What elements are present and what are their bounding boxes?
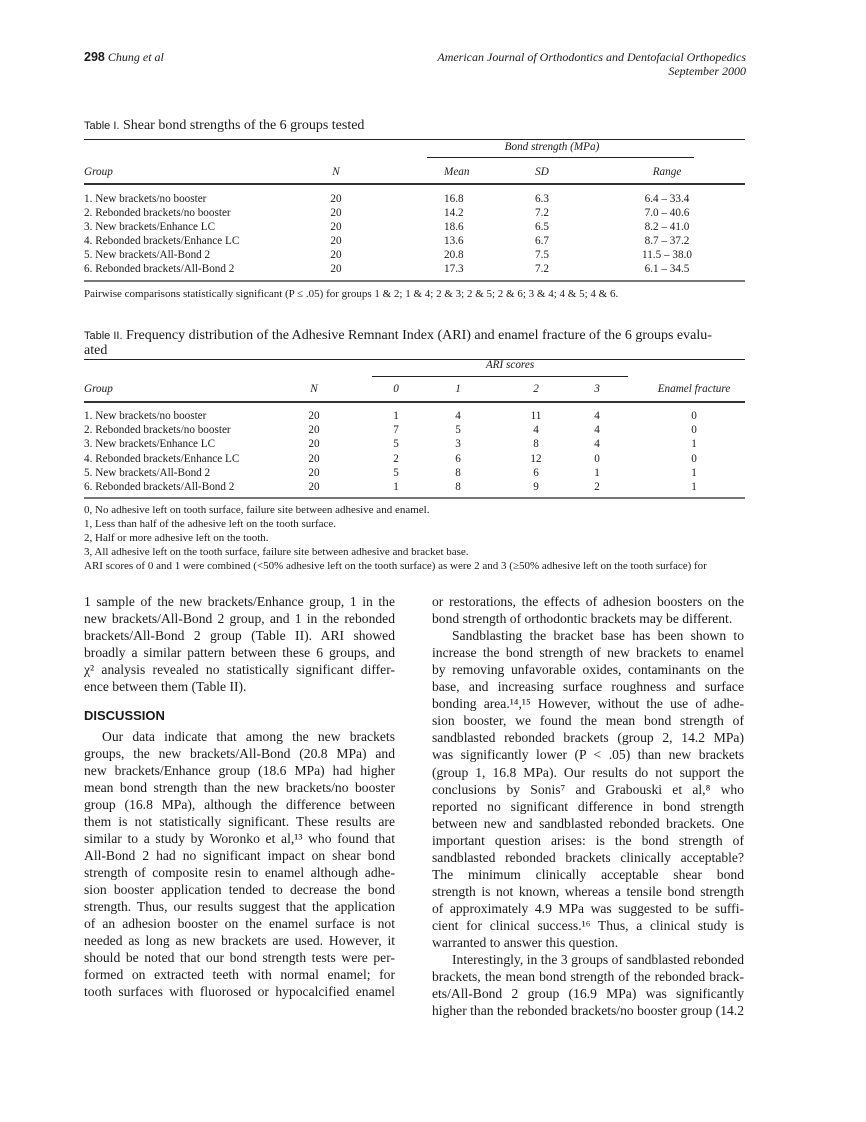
running-header-left [84, 50, 164, 64]
table2-spanner-rule [372, 376, 628, 377]
table1-note: Pairwise comparisons statistically significant (P ≤ .05) for groups 1 & 2; 1 & 4; 2 & 3; 2 & 5; 2 & 6; 3 & 4; 4 & 5; 4 & 6. [84, 288, 619, 300]
table2-cell: 2 [594, 481, 600, 493]
table2-footnote: 0, No adhesive left on tooth surface, failure site between adhesive and enamel. [84, 504, 430, 516]
running-header-journal: American Journal of Orthodontics and Dentofacial Orthopedics [437, 50, 746, 64]
table1-cell: 11.5 – 38.0 [642, 249, 692, 261]
table1-cell: 20 [330, 235, 342, 247]
table2-cell: 8 [455, 466, 461, 479]
body-line: cient for clinical success.¹⁶ Thus, a clinical study is [432, 917, 744, 933]
table1-col-header-sd: SD [535, 166, 549, 178]
table2-footnote: ARI scores of 0 and 1 were combined (<50% adhesive left on the tooth surface) as were 2 and 3 (≥50% adhesive left on the tooth surface) for [84, 560, 707, 572]
table1-spanner-rule [427, 157, 694, 158]
body-line: higher than the rebonded brackets/no booster group (14.2 [432, 1003, 744, 1019]
body-line: base, and increasing surface roughness and surface [432, 679, 744, 695]
body-line: or restorations, the effects of adhesion boosters on the [432, 594, 744, 609]
table2-cell: 5. New brackets/All-Bond 2 [84, 466, 211, 479]
body-line: sandblasted rebonded brackets clinically acceptable? [432, 849, 744, 865]
body-line: (group 1, 16.8 MPa). Our results do not support the [432, 764, 744, 780]
table2-cell: 1. New brackets/no booster [84, 410, 207, 422]
table1-cell: 20 [330, 249, 342, 261]
table2-col-header: Group [84, 383, 113, 395]
body-line: mean bond strength than the new brackets/no booster [84, 780, 395, 795]
table2-col-header: N [310, 383, 318, 395]
body-line: similar to a study by Woronko et al,¹³ who found that [84, 831, 395, 846]
body-line: sion booster application tended to decrease the bond [84, 882, 395, 897]
table2-cell: 4 [533, 424, 539, 437]
body-line: new brackets/All-Bond 2 group, and 1 in the rebonded [84, 611, 395, 626]
table1-col-header-mean: Mean [444, 166, 470, 178]
body-line: ets/All-Bond 2 group (16.9 MPa) was significantly [432, 986, 744, 1002]
table1-header-rule [84, 183, 745, 185]
table1-cell: 16.8 [444, 193, 464, 205]
table1-cell: 6.7 [535, 235, 549, 247]
table1-cell: 20 [330, 263, 342, 275]
table2-cell: 20 [308, 410, 320, 422]
body-line: brackets, the mean bond strength of the rebonded brack- [432, 969, 744, 985]
table2-cell: 3 [455, 438, 461, 451]
table1-cell: 4. Rebonded brackets/Enhance LC [84, 235, 240, 247]
table2-footnote: 3, All adhesive left on the tooth surface, failure site between adhesive and bracket base. [84, 546, 469, 558]
table1-cell: 7.0 – 40.6 [644, 207, 690, 219]
discussion-heading: DISCUSSION [84, 708, 165, 723]
body-line: by removing unfavorable oxides, contaminants on the [432, 662, 744, 678]
body-line: new brackets/Enhance group (18.6 MPa) had higher [84, 763, 395, 778]
table1-title: Shear bond strengths of the 6 groups tested [122, 118, 365, 133]
body-line: of an adhesion booster on the enamel surface is not [84, 916, 395, 931]
table1-col-header-range: Range [652, 166, 682, 178]
body-line: conclusions by Sonis⁷ and Grabouski et al,⁸ who [432, 781, 744, 797]
body-line: between new and sandblasted rebonded brackets. One [432, 815, 744, 831]
table2-col-header: 3 [594, 383, 600, 395]
table2-top-rule [84, 359, 745, 360]
table1-cell: 6.3 [535, 193, 549, 205]
body-line: increase the bond strength of new brackets to enamel [432, 645, 744, 661]
table1-cell: 7.2 [535, 207, 549, 219]
table2-spanner: ARI scores [485, 359, 535, 371]
body-line: was significantly lower (P < .05) than new brackets [432, 747, 744, 763]
body-line: Interestingly, in the 3 groups of sandblasted rebonded [452, 952, 744, 968]
table2-cell: 20 [308, 481, 320, 493]
table1-cell: 6.4 – 33.4 [644, 193, 690, 205]
body-line: sandblasted rebonded brackets (group 2, 14.2 MPa) [432, 730, 744, 746]
table2-cell: 6 [533, 466, 539, 479]
table2-cell: 1 [691, 481, 697, 493]
table1-cell: 1. New brackets/no booster [84, 193, 207, 205]
table2-cell: 6 [455, 452, 461, 465]
table2-footnote: 1, Less than half of the adhesive left on the tooth surface. [84, 518, 337, 530]
table1-cell: 18.6 [444, 221, 464, 233]
body-line: 1 sample of the new brackets/Enhance group, 1 in the [84, 594, 395, 609]
body-line: bond strength of orthodontic brackets may be different. [432, 611, 733, 627]
table2-cell: 12 [530, 452, 542, 465]
table1-cell: 20 [330, 221, 342, 233]
body-line: them is not statistically significant. These results are [84, 814, 395, 829]
body-line: reported no significant difference in bond strength [432, 798, 744, 814]
table1-col-header-n: N [332, 166, 340, 178]
table1-cell: 7.5 [535, 249, 549, 261]
table2-cell: 1 [393, 481, 399, 493]
table2-label: Table II. [84, 330, 123, 342]
table2-cell: 20 [308, 424, 320, 437]
table2-cell: 8 [455, 481, 461, 493]
table1-caption [84, 118, 364, 134]
table2-cell: 0 [691, 424, 697, 437]
table2-cell: 2 [393, 452, 399, 465]
table1-cell: 6.5 [535, 221, 549, 233]
table2-cell: 1 [691, 466, 697, 479]
table1-cell: 8.7 – 37.2 [644, 235, 690, 247]
table1-cell: 3. New brackets/Enhance LC [84, 221, 216, 233]
table1-cell: 20 [330, 193, 342, 205]
table1-cell: 8.2 – 41.0 [644, 221, 690, 233]
table2-col-header: 1 [455, 383, 461, 395]
table2-cell: 1 [691, 438, 697, 451]
body-line: ence between them (Table II). [84, 679, 247, 694]
page-number: 298 [84, 50, 105, 64]
body-line: The minimum clinically acceptable shear bond [432, 866, 744, 882]
table2-caption [84, 328, 712, 344]
body-line: warranted to answer this question. [432, 935, 619, 950]
body-line: important question arises: is the bond strength of [432, 832, 744, 848]
table2-cell: 3. New brackets/Enhance LC [84, 438, 216, 451]
table2-cell: 8 [533, 438, 539, 451]
body-line: tooth surfaces with fluorosed or hypocalcified enamel [84, 984, 395, 999]
table2-cell: 20 [308, 438, 320, 451]
body-line: Sandblasting the bracket base has been shown to [452, 628, 744, 644]
table2-cell: 7 [393, 424, 399, 437]
table1-cell: 7.2 [535, 263, 549, 275]
running-header-date: September 2000 [668, 64, 746, 78]
table2-cell: 0 [691, 452, 697, 465]
table2-cell: 11 [530, 410, 542, 422]
table2-cell: 5 [393, 438, 399, 451]
table1-cell: 13.6 [444, 235, 464, 247]
table1-cell: 20.8 [444, 249, 464, 261]
body-line: broadly a similar pattern between these 6 groups, and [84, 645, 395, 660]
table1-cell: 6.1 – 34.5 [644, 263, 690, 275]
table2-cell: 4. Rebonded brackets/Enhance LC [84, 452, 240, 465]
body-line: Our data indicate that among the new brackets [102, 729, 395, 744]
table2-cell: 5 [455, 424, 461, 437]
body-line: should be noted that our bond strength tests were per- [84, 950, 395, 965]
table1-cell: 2. Rebonded brackets/no booster [84, 207, 231, 219]
body-line: strength. Thus, our results suggest that the application [84, 899, 395, 914]
table1-cell: 20 [330, 207, 342, 219]
table1-label: Table I. [84, 120, 120, 132]
body-line: bonding area.¹⁴,¹⁵ However, without the use of adhe- [432, 696, 744, 712]
table2-cell: 2. Rebonded brackets/no booster [84, 424, 231, 437]
body-line: groups, the new brackets/All-Bond (20.8 MPa) and [84, 746, 395, 761]
table2-cell: 4 [594, 410, 600, 422]
table2-cell: 4 [594, 438, 600, 451]
table2-cell: 20 [308, 452, 320, 465]
table2-cell: 6. Rebonded brackets/All-Bond 2 [84, 481, 235, 493]
table2-cell: 1 [393, 410, 399, 422]
table2-cell: 5 [393, 466, 399, 479]
body-line: needed as long as new brackets are used. However, it [84, 933, 395, 948]
table2-cell: 4 [455, 410, 461, 422]
body-line: brackets/All-Bond 2 group (Table II). ARI showed [84, 628, 395, 643]
table2-cell: 0 [691, 410, 697, 422]
table1-spanner: Bond strength (MPa) [504, 141, 600, 153]
table2-col-header: Enamel fracture [657, 383, 731, 395]
body-line: strength of composite resin to enamel although adhe- [84, 865, 395, 880]
body-line: group (16.8 MPa), although the difference between [84, 797, 395, 812]
table2-title-cont: ated [84, 343, 108, 358]
table1-col-header-group: Group [84, 166, 113, 178]
running-authors: Chung et al [107, 50, 164, 64]
table2-cell: 1 [594, 466, 600, 479]
body-line: formed on extracted teeth with normal enamel; for [84, 967, 395, 982]
table1-bottom-rule [84, 280, 745, 282]
table2-col-header: 0 [393, 383, 399, 395]
body-line: of approximately 4.9 MPa was suggested to be suffi- [432, 900, 744, 916]
body-line: sion booster, we found the mean bond strength of [432, 713, 744, 729]
body-line: All-Bond 2 had no significant impact on shear bond [84, 848, 395, 863]
table2-cell: 9 [533, 481, 539, 493]
table2-header-rule [84, 401, 745, 403]
table1-cell: 14.2 [444, 207, 464, 219]
table2-cell: 4 [594, 424, 600, 437]
table2-cell: 20 [308, 466, 320, 479]
table2-cell: 0 [594, 452, 600, 465]
table1-cell: 17.3 [444, 263, 464, 275]
table1-top-rule [84, 139, 745, 140]
table2-bottom-rule [84, 497, 745, 499]
body-line: χ² analysis revealed no statistically significant differ- [84, 662, 395, 677]
table1-cell: 6. Rebonded brackets/All-Bond 2 [84, 263, 235, 275]
table2-col-header: 2 [533, 383, 539, 395]
table1-cell: 5. New brackets/All-Bond 2 [84, 249, 211, 261]
table2-footnote: 2, Half or more adhesive left on the tooth. [84, 532, 269, 544]
body-line: strength is not known, whereas a tensile bond strength [432, 883, 744, 899]
table2-title: Frequency distribution of the Adhesive Remnant Index (ARI) and enamel fracture of the 6 groups evalu- [126, 328, 712, 343]
